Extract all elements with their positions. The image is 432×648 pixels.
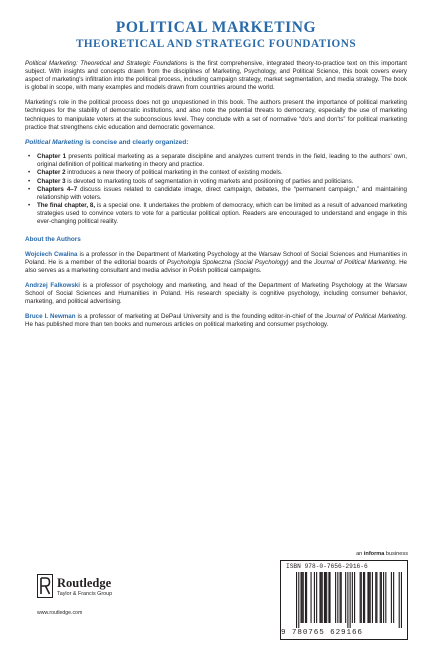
barcode-bar (341, 572, 342, 623)
barcode-bar (381, 572, 382, 623)
barcode-bar (305, 572, 306, 623)
author-name: Bruce I. Newman (25, 313, 76, 321)
author-bio-text: and the (288, 258, 315, 266)
barcode-bar (360, 572, 361, 623)
barcode-bar (385, 572, 386, 623)
barcode-bar (298, 572, 299, 628)
barcode-bar (328, 572, 329, 623)
chapter-item (37, 202, 407, 226)
barcode-bar (314, 572, 315, 623)
publisher-footer (0, 548, 432, 648)
journal-title: Journal of Political Marketing (314, 258, 396, 266)
barcode-bar (306, 572, 307, 623)
barcode-bar (300, 572, 301, 623)
barcode-bar (369, 572, 370, 623)
barcode-bar (347, 572, 348, 628)
barcode-bar (375, 572, 376, 623)
barcode-bar (376, 572, 377, 623)
barcode-bar (399, 572, 400, 628)
chapter-item-text: introduces a new theory of political marketing in the context of existing models. (65, 169, 283, 177)
barcode-bar (391, 572, 392, 623)
chapter-item (37, 169, 407, 177)
about-authors-heading: About the Authors (25, 236, 81, 244)
author-bio-text: is a professor in the Department of Marketing Psychology at the Warsaw School of Social Sciences and Humanities in Poland. He is a member of the editorial boards of (25, 250, 407, 266)
author-bio-text: . He also serves as a marketing consultant and media advisor in Polish political campaigns. (25, 258, 407, 274)
routledge-logo (37, 574, 147, 614)
author-bio-text: . He has published more than ten books and numerous articles on political marketing and consumer psychology. (25, 313, 408, 329)
barcode-bar (319, 572, 320, 623)
author-bio-text: is a professor of psychology and marketing, and head of the Department of Marketing Psychology at the Warsaw School of Social Sciences and Humanities in Poland. His research specialty is cognitive psychology, including consumer behavior, marketing, and political advertising. (25, 281, 407, 306)
barcode-bar (361, 572, 362, 623)
intro-paragraph-1 (25, 60, 407, 92)
barcode-digits-text: 9 780765 629166 (281, 629, 363, 637)
chapter-item-bold: Chapters 4–7 (37, 185, 78, 193)
barcode-bar (372, 572, 373, 623)
informa-business-label (356, 551, 408, 557)
barcode-bar (393, 572, 394, 623)
barcode-bar (296, 572, 297, 628)
chapter-item (37, 153, 407, 169)
author-name: Andrzej Falkowski (25, 281, 80, 289)
intro-p1-text: is the first comprehensive, integrated theory-to-practice text on this important subject. With insights and concepts drawn from the disciplines of Marketing, Psychology, and Political Science, this book covers every aspect of marketing's infiltration into the political process, including campaign strategy, market segmentation, and media strategy. The book is global in scope, with many examples and models drawn from countries around the world. (25, 60, 407, 92)
barcode-bar (364, 572, 365, 623)
informa-suffix: business (384, 551, 408, 557)
cover-title: POLITICAL MARKETING (115, 19, 317, 36)
barcode-bar (352, 572, 353, 623)
publisher-url: www.routledge.com (37, 610, 83, 616)
barcode-bar (380, 572, 381, 623)
author-name: Wojciech Cwalina (25, 250, 78, 258)
author-bio-cwalina (25, 251, 407, 275)
routledge-r-icon (37, 574, 53, 598)
barcode-bar (401, 572, 402, 628)
chapter-item (37, 178, 407, 186)
chapter-item-bold: Chapter 1 (37, 153, 67, 161)
barcode-bar (326, 572, 327, 623)
barcode-bar (367, 572, 368, 623)
barcode-bar (370, 572, 371, 623)
journal-title: Psychologia Społeczna (Social Psychology) (166, 258, 289, 266)
chapter-item-bold: Chapter 2 (37, 169, 66, 177)
publisher-tagline: Taylor & Francis Group (57, 591, 113, 597)
chapter-item-bold: Chapter 3 (37, 177, 66, 185)
chapter-item (37, 186, 407, 202)
isbn-label: ISBN 978-0-7656-2916-6 (286, 563, 368, 570)
cover-subtitle: THEORETICAL AND STRATEGIC FOUNDATIONS (75, 38, 357, 50)
organization-heading (25, 139, 407, 148)
barcode-bar (302, 572, 303, 623)
barcode-bar (303, 572, 304, 623)
intro-paragraph-2: Marketing's role in the political process does not go unquestioned in this book. The authors present the importance of political marketing techniques for the stability of democratic institutions, and also note the potential threats to democracy, especially the use of marketing techniques to manipulate voters at the subconscious level. They conclude with a set of normative “do's and don'ts” for political marketing practice that strengthens civic education and democratic governance. (25, 99, 407, 131)
barcode-bar (316, 572, 317, 623)
barcode-bar (383, 572, 384, 623)
organization-heading-rest: is concise and clearly organized: (83, 138, 189, 146)
publisher-name: Routledge (57, 576, 112, 590)
barcode-bar (311, 572, 312, 623)
journal-title: Journal of Political Marketing (325, 313, 406, 321)
author-bio-falkowski (25, 282, 407, 306)
informa-word: informa (363, 551, 385, 557)
barcode-bar (337, 572, 338, 623)
barcode-bar (325, 572, 326, 623)
barcode-bar (322, 572, 323, 623)
barcode-bar (345, 572, 346, 623)
barcode-bar (335, 572, 336, 623)
barcode-bar (329, 572, 330, 623)
chapter-item-bold: The final chapter, 8, (37, 201, 96, 209)
author-bio-text: is a professor of marketing at DePaul University and is the founding editor-in-chief of the (75, 313, 326, 321)
barcode-area (280, 548, 408, 644)
chapter-item-text: is a special one. It undertakes the problem of democracy, which can be limited as a result of advanced marketing strategies used to convince voters to vote for a particular political option. Readers are encouraged to understand and engage in this ever-changing political reality. (37, 201, 408, 225)
chapter-item-text: is devoted to marketing tools of segmentation in voting markets and positioning of parties and politicians. (65, 177, 354, 185)
barcode-icon (286, 572, 404, 628)
barcode-bar (363, 572, 364, 623)
organization-heading-italic: Political Marketing (25, 138, 84, 146)
chapter-list (25, 153, 407, 226)
author-bio-newman (25, 313, 407, 329)
chapter-item-text: discuss issues related to candidate image, direct campaign, debates, the “permanent campaign,” and maintaining relationship with voters. (37, 185, 407, 201)
barcode-bar (350, 572, 351, 628)
barcode-box (280, 560, 408, 640)
barcode-bar (354, 572, 355, 623)
chapter-item-text: presents political marketing as a separate discipline and analyzes current trends in the field, leading to the authors' own, original definition of political marketing in theory and practice. (37, 153, 408, 169)
barcode-bar (324, 572, 325, 623)
barcode-bar (340, 572, 341, 623)
book-title-italic: Political Marketing: Theoretical and Strategic Foundations (25, 60, 188, 67)
informa-prefix: an (356, 551, 364, 557)
barcode-bar (321, 572, 322, 623)
